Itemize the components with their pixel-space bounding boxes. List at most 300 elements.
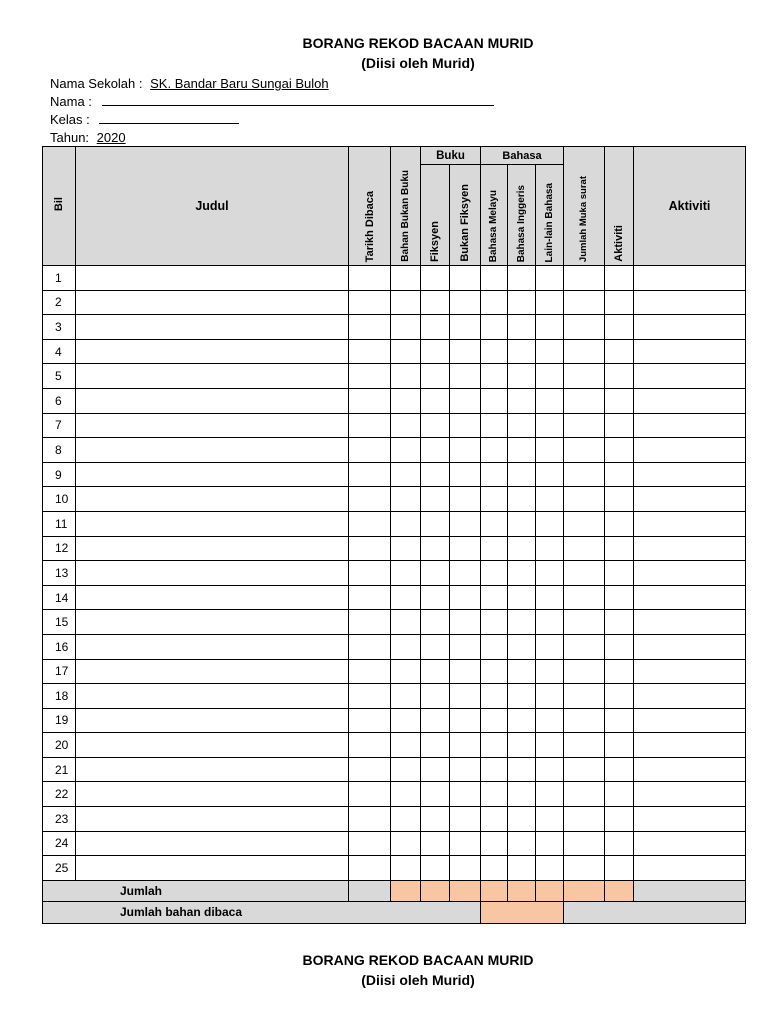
table-row: [43, 536, 746, 561]
entry-cell[interactable]: [508, 610, 536, 635]
total-cell[interactable]: [391, 880, 421, 901]
entry-cell[interactable]: [508, 462, 536, 487]
entry-cell[interactable]: [421, 856, 450, 881]
entry-cell[interactable]: [605, 807, 634, 832]
entry-cell[interactable]: [76, 364, 349, 389]
entry-cell[interactable]: [536, 315, 564, 340]
entry-cell[interactable]: [349, 831, 391, 856]
entry-cell[interactable]: [450, 585, 481, 610]
entry-cell[interactable]: [421, 487, 450, 512]
entry-cell[interactable]: [536, 462, 564, 487]
entry-cell[interactable]: [605, 290, 634, 315]
entry-cell[interactable]: [536, 585, 564, 610]
student-name-blank[interactable]: [102, 93, 494, 106]
entry-cell[interactable]: [349, 462, 391, 487]
entry-cell[interactable]: [76, 511, 349, 536]
entry-cell[interactable]: [634, 807, 746, 832]
entry-cell[interactable]: [634, 290, 746, 315]
entry-cell[interactable]: [481, 462, 508, 487]
entry-cell[interactable]: [349, 487, 391, 512]
entry-cell[interactable]: [421, 782, 450, 807]
entry-cell[interactable]: [605, 782, 634, 807]
entry-cell[interactable]: [634, 536, 746, 561]
entry-cell[interactable]: [564, 659, 605, 684]
entry-cell[interactable]: [634, 610, 746, 635]
entry-cell[interactable]: [508, 708, 536, 733]
total-cell[interactable]: [564, 880, 605, 901]
entry-cell[interactable]: [508, 856, 536, 881]
total-cell[interactable]: [481, 880, 508, 901]
entry-cell[interactable]: [564, 364, 605, 389]
entry-cell[interactable]: [508, 634, 536, 659]
entry-cell[interactable]: [481, 364, 508, 389]
entry-cell[interactable]: [450, 339, 481, 364]
entry-cell[interactable]: [391, 856, 421, 881]
entry-cell[interactable]: [76, 315, 349, 340]
entry-cell[interactable]: [536, 511, 564, 536]
entry-cell[interactable]: [450, 487, 481, 512]
class-blank[interactable]: [99, 111, 239, 124]
entry-cell[interactable]: [391, 561, 421, 586]
entry-cell[interactable]: [349, 536, 391, 561]
entry-cell[interactable]: [634, 339, 746, 364]
entry-cell[interactable]: [605, 339, 634, 364]
entry-cell[interactable]: [481, 782, 508, 807]
entry-cell[interactable]: [450, 684, 481, 709]
entry-cell[interactable]: [450, 413, 481, 438]
entry-cell[interactable]: [564, 782, 605, 807]
entry-cell[interactable]: [349, 634, 391, 659]
entry-cell[interactable]: [605, 462, 634, 487]
row-number: 13: [43, 561, 76, 586]
entry-cell[interactable]: [391, 315, 421, 340]
entry-cell[interactable]: [508, 831, 536, 856]
entry-cell[interactable]: [421, 561, 450, 586]
entry-cell[interactable]: [605, 708, 634, 733]
entry-cell[interactable]: [508, 684, 536, 709]
entry-cell[interactable]: [481, 585, 508, 610]
entry-cell[interactable]: [536, 856, 564, 881]
entry-cell[interactable]: [349, 561, 391, 586]
entry-cell[interactable]: [536, 388, 564, 413]
entry-cell[interactable]: [536, 782, 564, 807]
entry-cell[interactable]: [634, 708, 746, 733]
table-row: [43, 438, 746, 463]
entry-cell[interactable]: [391, 708, 421, 733]
entry-cell[interactable]: [605, 266, 634, 291]
entry-cell[interactable]: [421, 438, 450, 463]
entry-cell[interactable]: [536, 536, 564, 561]
entry-cell[interactable]: [421, 290, 450, 315]
entry-cell[interactable]: [605, 610, 634, 635]
entry-cell[interactable]: [634, 487, 746, 512]
entry-cell[interactable]: [481, 438, 508, 463]
entry-cell[interactable]: [634, 511, 746, 536]
entry-cell[interactable]: [349, 733, 391, 758]
entry-cell[interactable]: [391, 684, 421, 709]
entry-cell[interactable]: [421, 757, 450, 782]
entry-cell[interactable]: [76, 585, 349, 610]
entry-cell[interactable]: [391, 807, 421, 832]
entry-cell[interactable]: [605, 856, 634, 881]
entry-cell[interactable]: [564, 438, 605, 463]
entry-cell[interactable]: [605, 634, 634, 659]
total-cell[interactable]: [508, 880, 536, 901]
entry-cell[interactable]: [481, 487, 508, 512]
entry-cell[interactable]: [349, 585, 391, 610]
table-row: [43, 388, 746, 413]
entry-cell[interactable]: [481, 266, 508, 291]
entry-cell[interactable]: [564, 266, 605, 291]
entry-cell[interactable]: [349, 684, 391, 709]
entry-cell[interactable]: [76, 856, 349, 881]
entry-cell[interactable]: [421, 610, 450, 635]
entry-cell[interactable]: [421, 536, 450, 561]
total-cell: [634, 880, 746, 901]
entry-cell[interactable]: [564, 413, 605, 438]
entry-cell[interactable]: [349, 708, 391, 733]
entry-cell[interactable]: [605, 585, 634, 610]
entry-cell[interactable]: [421, 339, 450, 364]
entry-cell[interactable]: [508, 561, 536, 586]
entry-cell[interactable]: [391, 536, 421, 561]
entry-cell[interactable]: [564, 856, 605, 881]
entry-cell[interactable]: [536, 684, 564, 709]
entry-cell[interactable]: [421, 807, 450, 832]
entry-cell[interactable]: [76, 266, 349, 291]
entry-cell[interactable]: [391, 364, 421, 389]
entry-cell[interactable]: [349, 782, 391, 807]
entry-cell[interactable]: [634, 388, 746, 413]
entry-cell[interactable]: [508, 487, 536, 512]
entry-cell[interactable]: [536, 831, 564, 856]
entry-cell[interactable]: [391, 413, 421, 438]
entry-cell[interactable]: [391, 339, 421, 364]
entry-cell[interactable]: [421, 708, 450, 733]
entry-cell[interactable]: [536, 438, 564, 463]
entry-cell[interactable]: [605, 413, 634, 438]
entry-cell[interactable]: [391, 634, 421, 659]
entry-cell[interactable]: [391, 831, 421, 856]
entry-cell[interactable]: [421, 266, 450, 291]
entry-cell[interactable]: [481, 831, 508, 856]
entry-cell[interactable]: [634, 438, 746, 463]
entry-cell[interactable]: [349, 856, 391, 881]
entry-cell[interactable]: [391, 659, 421, 684]
entry-cell[interactable]: [605, 733, 634, 758]
entry-cell[interactable]: [508, 733, 536, 758]
entry-cell[interactable]: [450, 708, 481, 733]
entry-cell[interactable]: [564, 684, 605, 709]
entry-cell[interactable]: [605, 757, 634, 782]
entry-cell[interactable]: [536, 659, 564, 684]
entry-cell[interactable]: [76, 733, 349, 758]
entry-cell[interactable]: [564, 831, 605, 856]
entry-cell[interactable]: [421, 511, 450, 536]
entry-cell[interactable]: [349, 266, 391, 291]
entry-cell[interactable]: [76, 610, 349, 635]
entry-cell[interactable]: [564, 462, 605, 487]
entry-cell[interactable]: [76, 634, 349, 659]
entry-cell[interactable]: [605, 561, 634, 586]
entry-cell[interactable]: [421, 413, 450, 438]
entry-cell[interactable]: [421, 659, 450, 684]
entry-cell[interactable]: [421, 388, 450, 413]
entry-cell[interactable]: [564, 733, 605, 758]
entry-cell[interactable]: [536, 610, 564, 635]
entry-cell[interactable]: [634, 413, 746, 438]
entry-cell[interactable]: [349, 315, 391, 340]
entry-cell[interactable]: [536, 364, 564, 389]
form-subtitle: (Diisi oleh Murid): [361, 55, 475, 71]
entry-cell[interactable]: [76, 438, 349, 463]
entry-cell[interactable]: [450, 733, 481, 758]
entry-cell[interactable]: [450, 315, 481, 340]
entry-cell[interactable]: [634, 757, 746, 782]
entry-cell[interactable]: [508, 339, 536, 364]
entry-cell[interactable]: [536, 634, 564, 659]
entry-cell[interactable]: [450, 782, 481, 807]
entry-cell[interactable]: [391, 438, 421, 463]
entry-cell[interactable]: [391, 757, 421, 782]
entry-cell[interactable]: [421, 831, 450, 856]
year-value: 2020: [96, 130, 126, 145]
entry-cell[interactable]: [508, 585, 536, 610]
entry-cell[interactable]: [450, 536, 481, 561]
entry-cell[interactable]: [76, 757, 349, 782]
entry-cell[interactable]: [508, 659, 536, 684]
entry-cell[interactable]: [349, 659, 391, 684]
entry-cell[interactable]: [605, 388, 634, 413]
entry-cell[interactable]: [349, 339, 391, 364]
header-bahan-bukan-buku: Bahan Bukan Buku: [391, 147, 421, 266]
entry-cell[interactable]: [605, 438, 634, 463]
entry-cell[interactable]: [536, 266, 564, 291]
entry-cell[interactable]: [605, 831, 634, 856]
entry-cell[interactable]: [450, 364, 481, 389]
entry-cell[interactable]: [564, 339, 605, 364]
entry-cell[interactable]: [349, 438, 391, 463]
entry-cell[interactable]: [508, 536, 536, 561]
entry-cell[interactable]: [450, 438, 481, 463]
entry-cell[interactable]: [508, 364, 536, 389]
entry-cell[interactable]: [421, 462, 450, 487]
header-aktiviti: Aktiviti: [634, 147, 746, 266]
entry-cell[interactable]: [481, 733, 508, 758]
entry-cell[interactable]: [76, 782, 349, 807]
entry-cell[interactable]: [634, 266, 746, 291]
entry-cell[interactable]: [349, 511, 391, 536]
entry-cell[interactable]: [564, 487, 605, 512]
entry-cell[interactable]: [634, 561, 746, 586]
entry-cell[interactable]: [605, 536, 634, 561]
entry-cell[interactable]: [76, 290, 349, 315]
entry-cell[interactable]: [76, 487, 349, 512]
total-material-cell[interactable]: [481, 901, 564, 923]
entry-cell[interactable]: [76, 807, 349, 832]
entry-cell[interactable]: [349, 610, 391, 635]
entry-cell[interactable]: [391, 585, 421, 610]
entry-cell[interactable]: [481, 807, 508, 832]
entry-cell[interactable]: [481, 290, 508, 315]
entry-cell[interactable]: [450, 561, 481, 586]
entry-cell[interactable]: [634, 315, 746, 340]
entry-cell[interactable]: [564, 290, 605, 315]
entry-cell[interactable]: [76, 413, 349, 438]
entry-cell[interactable]: [564, 511, 605, 536]
entry-cell[interactable]: [536, 733, 564, 758]
entry-cell[interactable]: [481, 634, 508, 659]
entry-cell[interactable]: [450, 266, 481, 291]
entry-cell[interactable]: [508, 438, 536, 463]
entry-cell[interactable]: [391, 610, 421, 635]
entry-cell[interactable]: [76, 831, 349, 856]
entry-cell[interactable]: [450, 807, 481, 832]
row-number: 21: [43, 757, 76, 782]
entry-cell[interactable]: [450, 610, 481, 635]
row-number: 19: [43, 708, 76, 733]
entry-cell[interactable]: [391, 733, 421, 758]
entry-cell[interactable]: [450, 757, 481, 782]
entry-cell[interactable]: [349, 413, 391, 438]
entry-cell[interactable]: [391, 290, 421, 315]
entry-cell[interactable]: [76, 659, 349, 684]
entry-cell[interactable]: [634, 856, 746, 881]
entry-cell[interactable]: [76, 388, 349, 413]
entry-cell[interactable]: [536, 807, 564, 832]
entry-cell[interactable]: [76, 536, 349, 561]
entry-cell[interactable]: [536, 290, 564, 315]
entry-cell[interactable]: [481, 610, 508, 635]
entry-cell[interactable]: [634, 782, 746, 807]
entry-cell[interactable]: [76, 561, 349, 586]
entry-cell[interactable]: [536, 339, 564, 364]
entry-cell[interactable]: [634, 364, 746, 389]
entry-cell[interactable]: [421, 585, 450, 610]
entry-cell[interactable]: [634, 634, 746, 659]
entry-cell[interactable]: [564, 610, 605, 635]
entry-cell[interactable]: [564, 634, 605, 659]
entry-cell[interactable]: [564, 708, 605, 733]
entry-cell[interactable]: [481, 561, 508, 586]
entry-cell[interactable]: [450, 634, 481, 659]
entry-cell[interactable]: [634, 831, 746, 856]
entry-cell[interactable]: [508, 315, 536, 340]
entry-cell[interactable]: [508, 511, 536, 536]
entry-cell[interactable]: [76, 684, 349, 709]
entry-cell[interactable]: [481, 511, 508, 536]
entry-cell[interactable]: [391, 487, 421, 512]
entry-cell[interactable]: [605, 684, 634, 709]
row-number: 16: [43, 634, 76, 659]
entry-cell[interactable]: [564, 315, 605, 340]
entry-cell[interactable]: [508, 757, 536, 782]
entry-cell[interactable]: [508, 807, 536, 832]
entry-cell[interactable]: [450, 511, 481, 536]
entry-cell[interactable]: [421, 733, 450, 758]
header-bahasa-melayu: Bahasa Melayu: [481, 165, 508, 266]
entry-cell[interactable]: [349, 388, 391, 413]
entry-cell[interactable]: [605, 364, 634, 389]
entry-cell[interactable]: [421, 684, 450, 709]
entry-cell[interactable]: [450, 659, 481, 684]
entry-cell[interactable]: [508, 290, 536, 315]
entry-cell[interactable]: [634, 684, 746, 709]
entry-cell[interactable]: [536, 487, 564, 512]
entry-cell[interactable]: [76, 708, 349, 733]
entry-cell[interactable]: [481, 684, 508, 709]
entry-cell[interactable]: [391, 266, 421, 291]
entry-cell[interactable]: [391, 782, 421, 807]
entry-cell[interactable]: [564, 561, 605, 586]
total-cell[interactable]: [536, 880, 564, 901]
entry-cell[interactable]: [634, 462, 746, 487]
entry-cell[interactable]: [564, 807, 605, 832]
entry-cell[interactable]: [421, 634, 450, 659]
entry-cell[interactable]: [349, 757, 391, 782]
total-cell[interactable]: [605, 880, 634, 901]
entry-cell[interactable]: [536, 413, 564, 438]
entry-cell[interactable]: [481, 659, 508, 684]
entry-cell[interactable]: [508, 388, 536, 413]
entry-cell[interactable]: [481, 413, 508, 438]
entry-cell[interactable]: [508, 266, 536, 291]
entry-cell[interactable]: [564, 585, 605, 610]
entry-cell[interactable]: [450, 831, 481, 856]
entry-cell[interactable]: [634, 659, 746, 684]
entry-cell[interactable]: [605, 315, 634, 340]
entry-cell[interactable]: [564, 388, 605, 413]
entry-cell[interactable]: [76, 339, 349, 364]
entry-cell[interactable]: [481, 315, 508, 340]
entry-cell[interactable]: [605, 511, 634, 536]
entry-cell[interactable]: [481, 856, 508, 881]
entry-cell[interactable]: [391, 462, 421, 487]
entry-cell[interactable]: [481, 388, 508, 413]
entry-cell[interactable]: [450, 388, 481, 413]
entry-cell[interactable]: [481, 536, 508, 561]
entry-cell[interactable]: [564, 536, 605, 561]
entry-cell[interactable]: [536, 757, 564, 782]
entry-cell[interactable]: [349, 807, 391, 832]
entry-cell[interactable]: [76, 462, 349, 487]
entry-cell[interactable]: [508, 782, 536, 807]
entry-cell[interactable]: [349, 290, 391, 315]
total-cell[interactable]: [450, 880, 481, 901]
entry-cell[interactable]: [421, 364, 450, 389]
entry-cell[interactable]: [391, 511, 421, 536]
entry-cell[interactable]: [605, 487, 634, 512]
entry-cell[interactable]: [349, 364, 391, 389]
entry-cell[interactable]: [536, 708, 564, 733]
entry-cell[interactable]: [564, 757, 605, 782]
entry-cell[interactable]: [450, 290, 481, 315]
total-cell[interactable]: [421, 880, 450, 901]
table-row: [43, 610, 746, 635]
entry-cell[interactable]: [536, 561, 564, 586]
entry-cell[interactable]: [481, 708, 508, 733]
entry-cell[interactable]: [481, 339, 508, 364]
entry-cell[interactable]: [605, 659, 634, 684]
entry-cell[interactable]: [634, 733, 746, 758]
entry-cell[interactable]: [508, 413, 536, 438]
entry-cell[interactable]: [391, 388, 421, 413]
entry-cell[interactable]: [450, 462, 481, 487]
entry-cell[interactable]: [481, 757, 508, 782]
entry-cell[interactable]: [421, 315, 450, 340]
entry-cell[interactable]: [450, 856, 481, 881]
entry-cell[interactable]: [634, 585, 746, 610]
